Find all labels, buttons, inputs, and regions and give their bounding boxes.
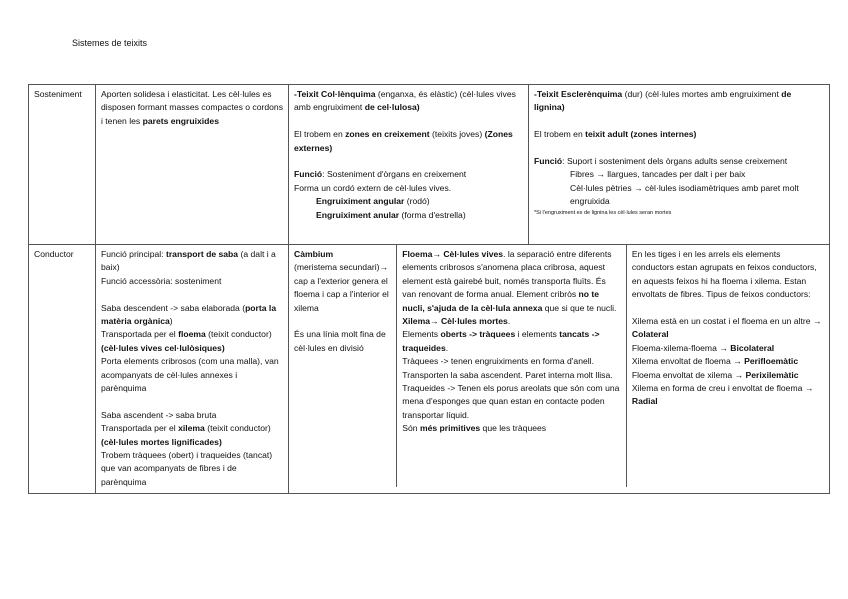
cambium-cell: Càmbium (meristema secundari)→ cap a l'exterior genera el floema i cap a l'interior el xilema És una línia molt fina de cèl·lules en divisió xyxy=(294,249,389,353)
feixos-cell: En les tiges i en les arrels els elements conductors estan agrupats en feixos conductors, en aquests feixos hi ha floema i xilema. Estan envoltats de fibres. Tipus de feixos conductors: Xilema està en un costat i el floema en un altre → Colateral Floema-xilema-floema → Bicolateral Xilema envoltat de floema → Perifloemàtic Floema envoltat de xilema → Perixilemàtic Xilema en forma de creu i envoltat de floema → Radial xyxy=(626,245,829,487)
row-sosteniment xyxy=(29,85,830,245)
conductor-general: Funció principal: transport de saba (a dalt i a baix) Funció accessòria: sosteniment Saba descendent -> saba elaborada (porta la matèria orgànica) Transportada per el floema (teixit conductor) (cèl·lules vives cel·lulòsiques) Porta elements cribrosos (com una malla), van acompanyats de cèl·lules annexes i parènquima Saba ascendent -> saba bruta Transportada per el xilema (teixit conductor) (cèl·lules mortes lignificades) Trobem tràquees (obert) i traqueides (tancat) que van acompanyats de fibres i de parènquima xyxy=(96,245,289,494)
tissue-table xyxy=(28,84,830,494)
collenquima-cell: -Teixit Col·lènquima (enganxa, és elàstic) (cèl·lules vives amb engruiximent de cel·lulosa) El trobem en zones en creixement (teixits joves) (Zones externes) Funció: Sosteniment d'òrgans en creixement Forma un cordó extern de cèl·lules vives. Engruiximent angular (rodó) Engruiximent anular (forma d'estrella) xyxy=(289,85,529,245)
sosteniment-general: Aporten solidesa i elasticitat. Les cèl·lules es disposen formant masses compactes o cordons i tenen les parets engruixides xyxy=(96,85,289,245)
row-conductor xyxy=(29,245,830,494)
esclerenquima-cell: -Teixit Esclerènquima (dur) (cèl·lules mortes amb engruiximent de lignina) El trobem en teixit adult (zones internes) Funció: Suport i sosteniment dels òrgans adults sense creixement Fibres → llargues, tancades per dalt i per baix Cèl·lules pètries → cèl·lules isodiamètriques amb paret molt engruixida *Si l'engruximent es de lignina les cèl·lules seran mortes xyxy=(529,85,830,245)
label-conductor: Conductor xyxy=(29,245,96,494)
footnote: *Si l'engruximent es de lignina les cèl·lules seran mortes xyxy=(534,209,672,216)
conductor-detail xyxy=(289,245,830,494)
label-sosteniment: Sosteniment xyxy=(29,85,96,245)
floema-xilema-cell: Floema→ Cèl·lules vives. la separació entre diferents elements cribrosos s'anomena placa cribrosa, aquest element està gairebé buit, només transporta fluïts. És van renovant de forma anual. Element cribròs no te nucli, s'ajuda de la cèl·lula annexa que si que te nucli. Xilema→ Cèl·lules mortes. Elements oberts -> tràquees i elements tancats -> traqueides. Tràquees -> tenen engruiximents en forma d'anell. Transporten la saba ascendent. Paret interna molt llisa. Traqueides -> Tenen els porus areolats que són com una mena d'esponges que quan estan en contacte poden transportar líquid. Són més primitives que les tràquees xyxy=(397,245,627,487)
document-title: Sistemes de teixits xyxy=(72,38,148,48)
